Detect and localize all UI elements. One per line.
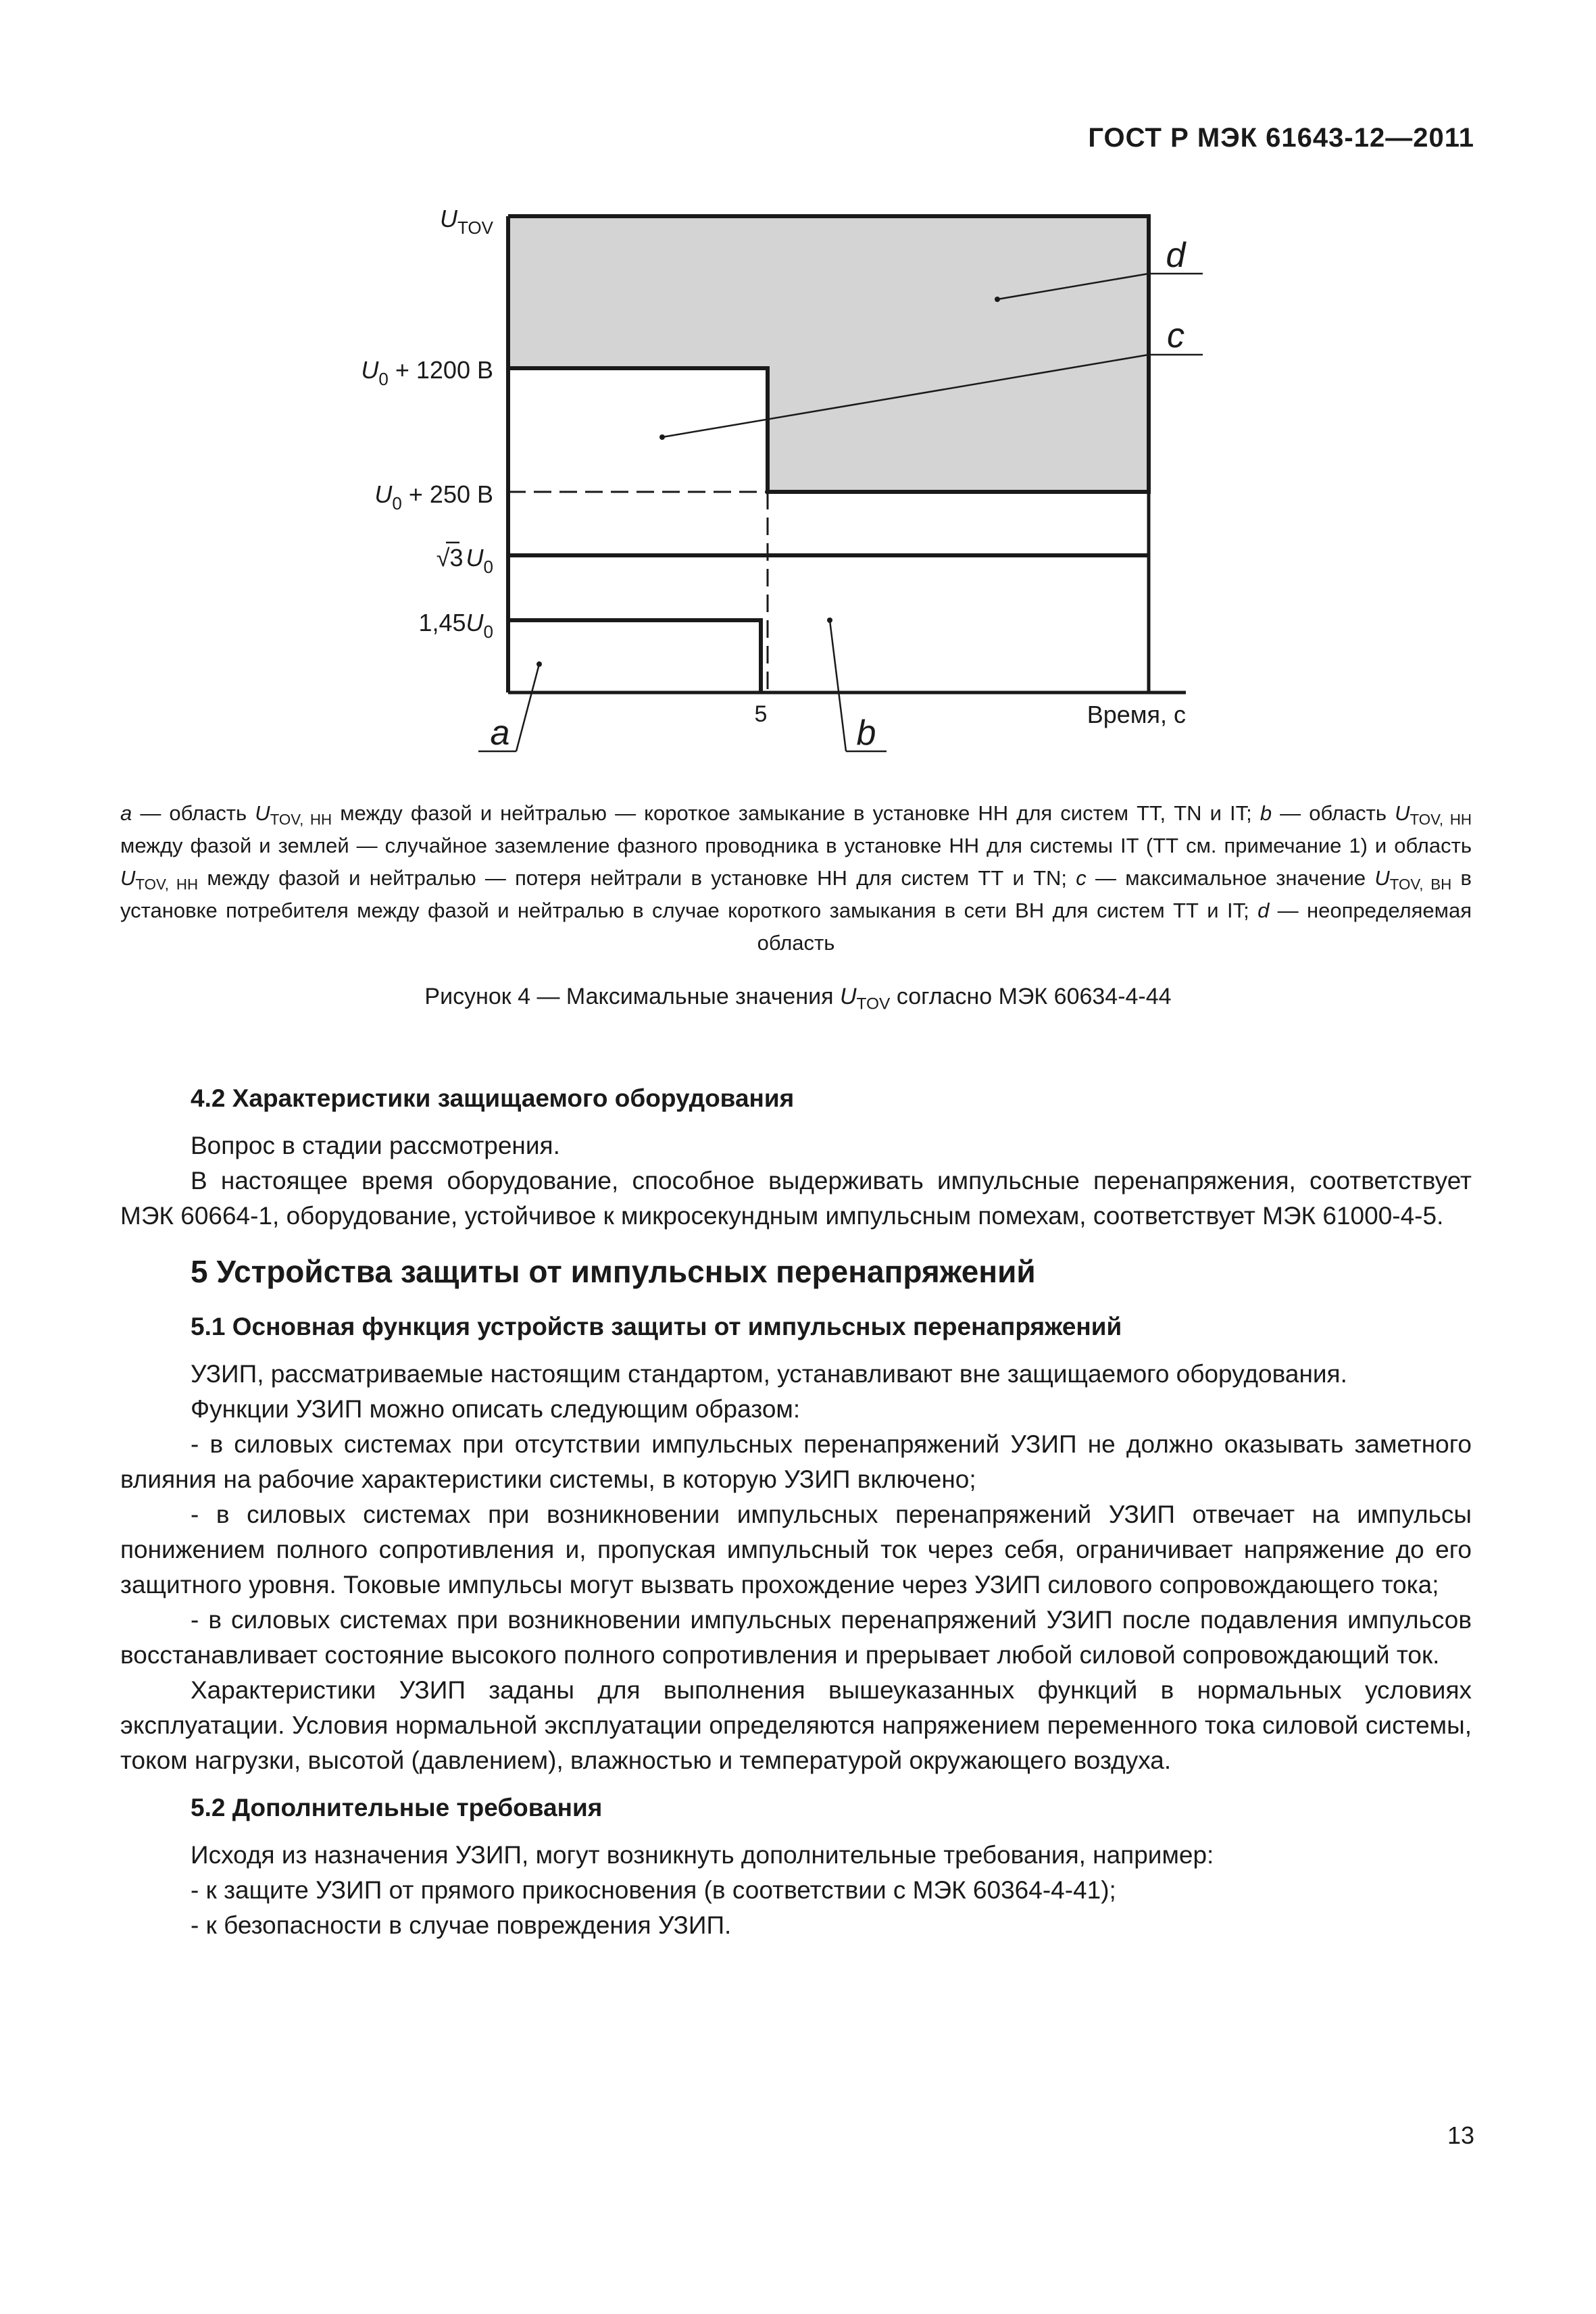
callout-b-line — [830, 620, 846, 751]
label-region-a: a — [490, 713, 510, 753]
legend-c-letter: c — [1076, 866, 1087, 890]
paragraph: УЗИП, рассматриваемые настоящим стандартом, устанавливают вне защищаемого оборудования. — [191, 1360, 1347, 1388]
section-4-2-title: 4.2 Характеристики защищаемого оборудования — [191, 1084, 795, 1112]
list-item: - к защите УЗИП от прямого прикосновения (в соответствии с МЭК 60364-4-41); — [191, 1876, 1116, 1904]
label-sqrt3-u0: √3 $U_0$ — [436, 544, 493, 577]
document-header: ГОСТ Р МЭК 61643-12—2011 — [1088, 123, 1474, 153]
page-number: 13 — [1447, 2121, 1474, 2149]
label-145-u0: $1,45U_0$ — [418, 609, 493, 642]
main-content — [120, 1081, 1472, 1943]
paragraph: Функции УЗИП можно описать следующим образом: — [191, 1395, 801, 1423]
paragraph: Характеристики УЗИП заданы для выполнения вышеуказанных функций в нормальных условиях эксплуатации. Условия нормальной эксплуатации определяются напряжением переменного тока силовой системы, током нагрузки, высотой (давлением), влажностью и температурой окружающего воздуха. — [120, 1676, 1472, 1774]
list-item: - к безопасности в случае повреждения УЗИП. — [191, 1911, 732, 1939]
paragraph: В настоящее время оборудование, способное выдерживать импульсные перенапряжения, соответствует МЭК 60664-1, оборудование, устойчивое к микросекундным импульсным помехам, соответствует МЭК 61000-4-5. — [120, 1167, 1472, 1230]
figure-caption: Рисунок 4 — Максимальные значения $U_{TOV}$ согласно МЭК 60634-4-44 — [424, 984, 1172, 1013]
section-5-2-title: 5.2 Дополнительные требования — [191, 1794, 603, 1821]
section-5-title: 5 Устройства защиты от импульсных перенапряжений — [191, 1254, 1036, 1289]
label-region-c: c — [1167, 316, 1184, 355]
callout-a-line — [516, 664, 539, 751]
figure-legend: a — область $U_{TOV, НН}$ между фазой и нейтралью — короткое замыкание в установке НН для систем ТТ, TN и IT; b — область $U_{TOV, НН}$ между фазой и землей — случайное заземление фазного проводника в установке НН для системы IT (ТТ см. примечание 1) и область $U_{TOV, НН}$ между фазой и нейтралью — потеря нейтрали в установке НН для систем ТТ и TN; c — максимальное значение $U_{TOV, ВН}$ в установке потребителя между фазой и нейтралью в случае короткого замыкания в сети ВН для систем ТТ и IT; d — неопределяемая область — [120, 801, 1472, 955]
legend-b-letter: b — [1260, 801, 1272, 825]
region-d-shade — [508, 216, 1149, 492]
legend-d-letter: d — [1257, 899, 1270, 922]
list-item: - в силовых системах при возникновении импульсных перенапряжений УЗИП отвечает на импульсы понижением полного сопротивления и, пропуская импульсный ток через себя, ограничивает напряжение до его защитного уровня. Токовые импульсы могут вызвать прохождение через УЗИП силового сопровождающего тока; — [120, 1501, 1472, 1599]
x-axis-label: Время, с — [1087, 701, 1186, 728]
label-u0-1200: $U_0 + 1200$ В — [361, 356, 493, 389]
legend-a-letter: a — [120, 801, 132, 825]
list-item: - в силовых системах при отсутствии импульсных перенапряжений УЗИП не должно оказывать заметного влияния на рабочие характеристики системы, в которую УЗИП включено; — [120, 1430, 1472, 1493]
label-utov: $U_{TOV}$ — [440, 205, 493, 238]
x-tick-5: 5 — [754, 701, 768, 727]
spacer — [120, 1778, 1472, 1790]
figure-utov-diagram — [0, 0, 1596, 770]
label-region-d: d — [1166, 236, 1186, 275]
label-u0-250: $U_0 + 250$ В — [374, 480, 493, 513]
paragraph: Вопрос в стадии рассмотрения. — [191, 1132, 560, 1159]
label-region-b: b — [856, 713, 876, 753]
paragraph: Исходя из назначения УЗИП, могут возникнуть дополнительные требования, например: — [191, 1841, 1214, 1869]
line-145-u0 — [508, 620, 761, 693]
list-item: - в силовых системах при возникновении импульсных перенапряжений УЗИП после подавления импульсов восстанавливает состояние высокого полного сопротивления и прерывает любой силовой сопровождающий ток. — [120, 1606, 1472, 1669]
section-5-1-title: 5.1 Основная функция устройств защиты от импульсных перенапряжений — [191, 1313, 1122, 1340]
